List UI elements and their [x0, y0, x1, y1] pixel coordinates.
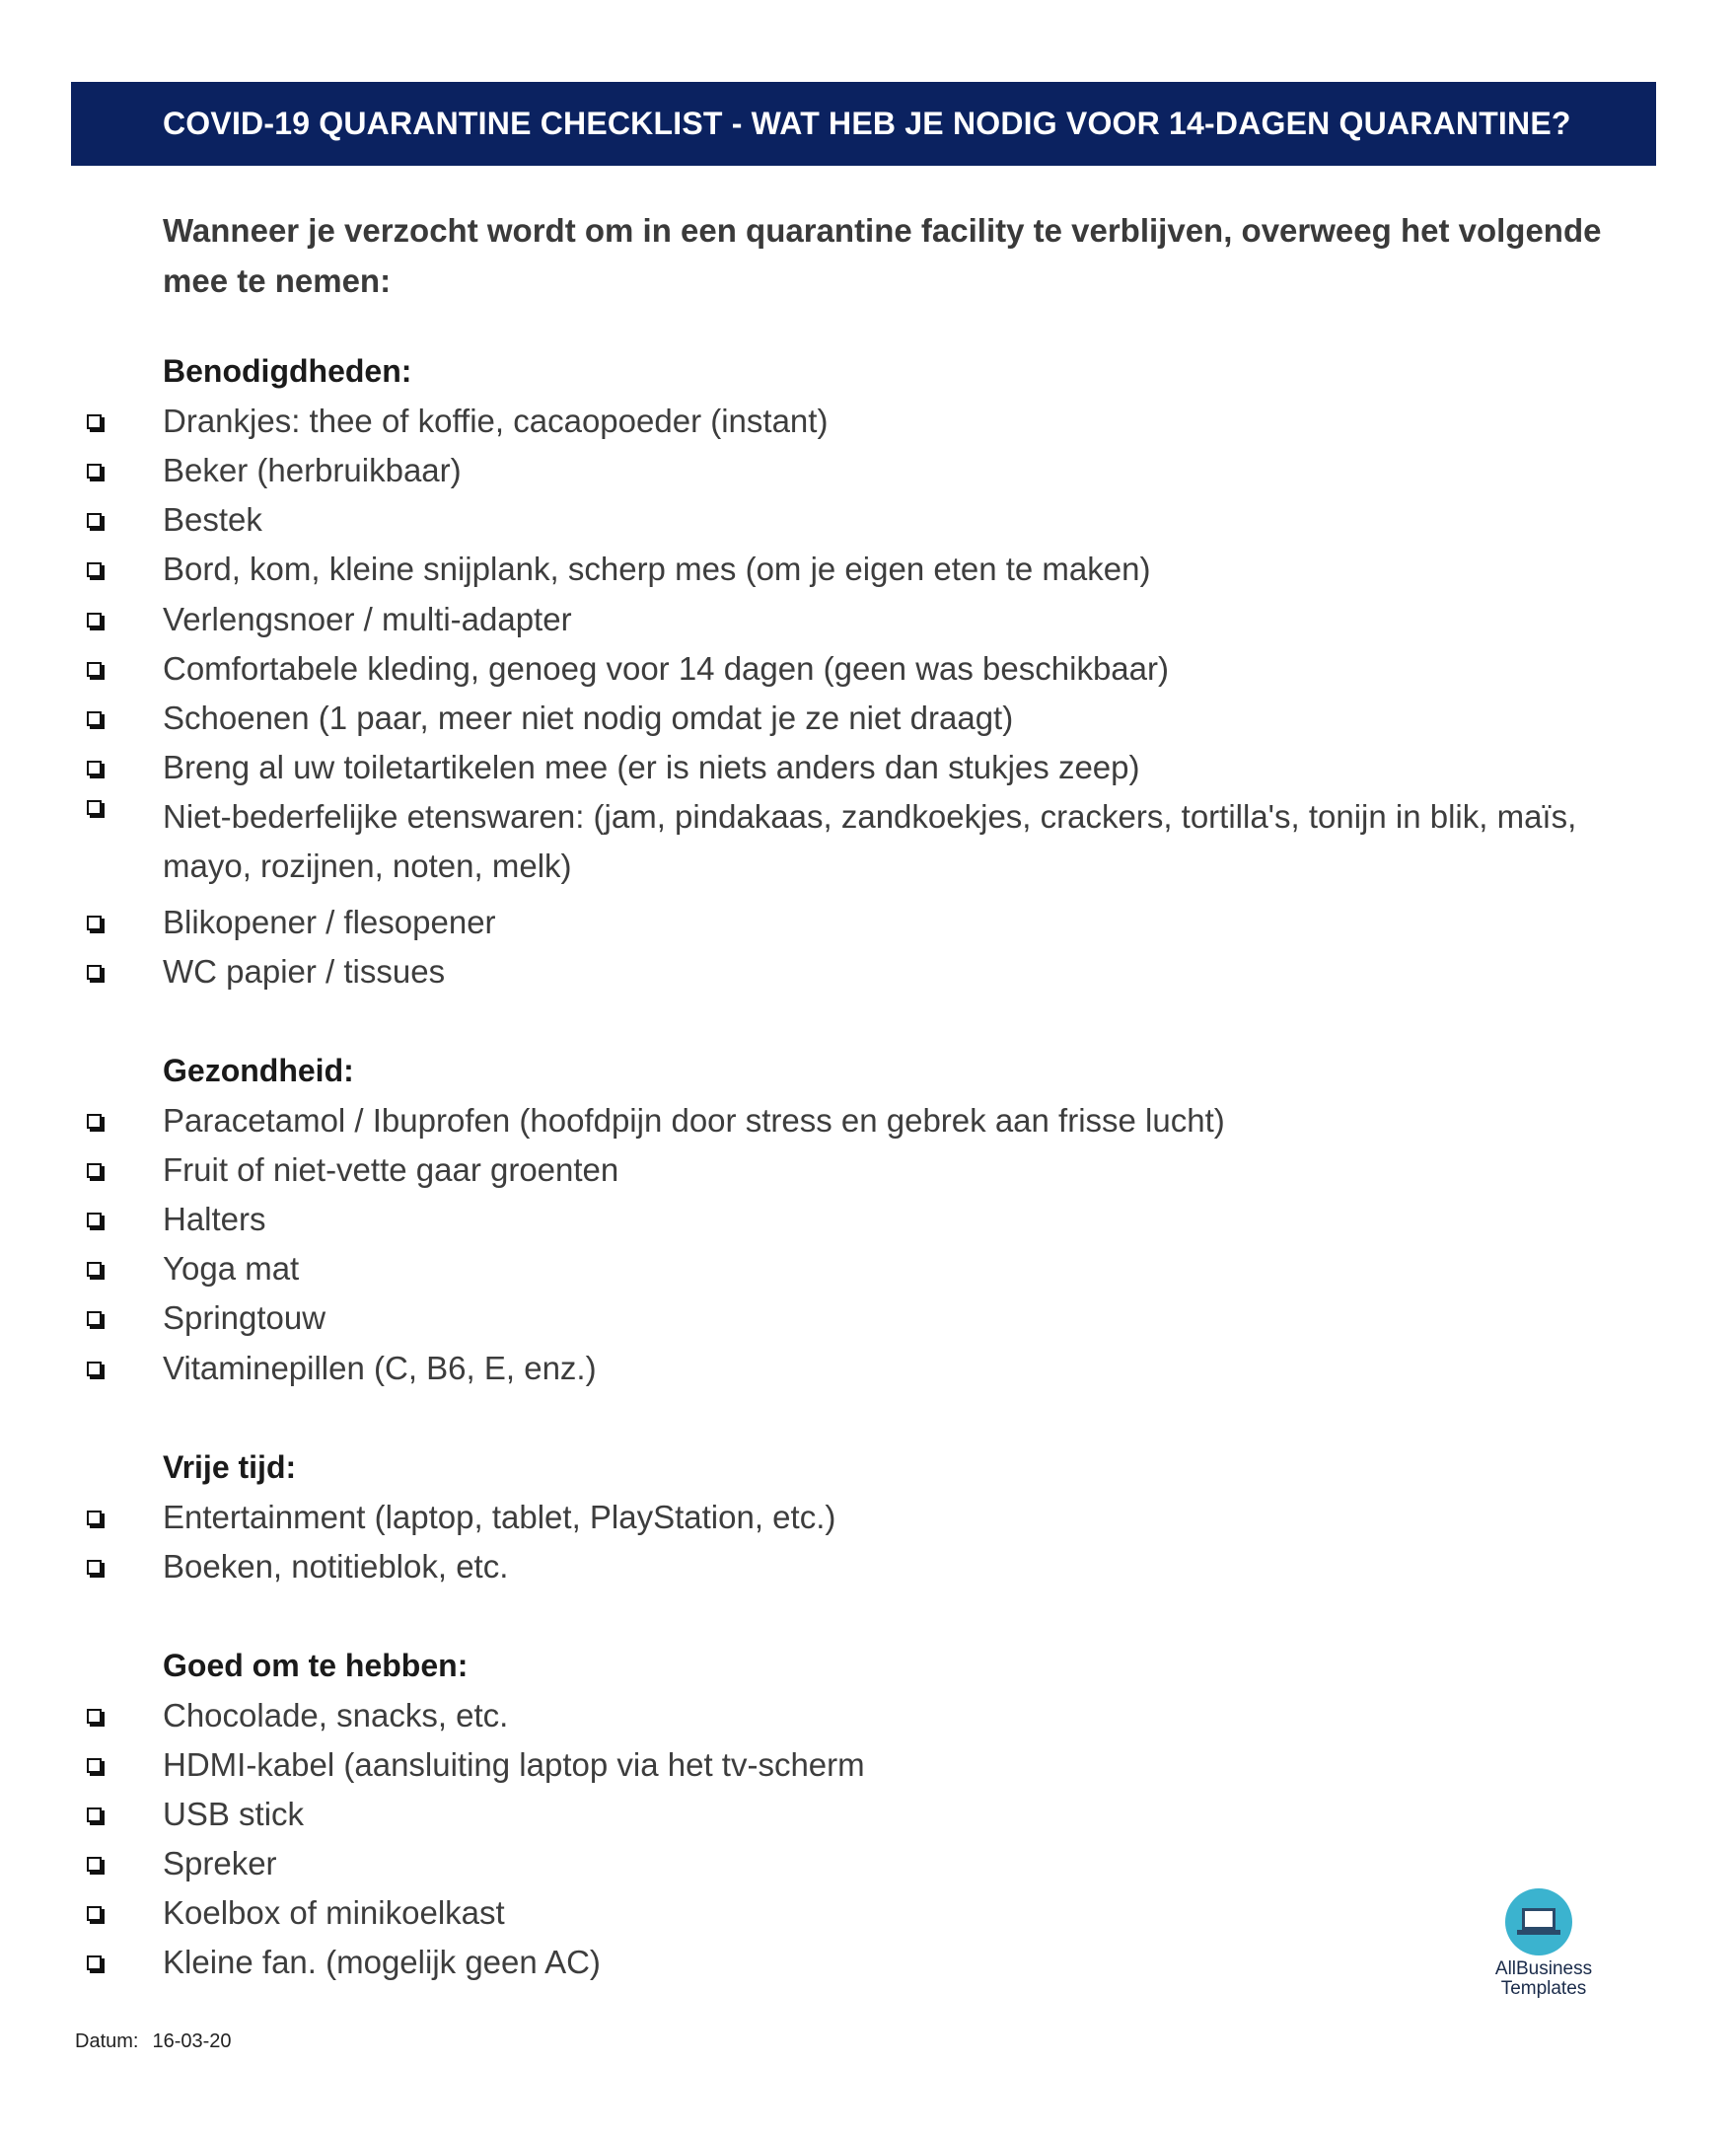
checklist-item-label: Beker (herbruikbaar) [163, 452, 462, 488]
checkbox-icon[interactable] [87, 1262, 102, 1277]
checklist-item-label: Schoenen (1 paar, meer niet nodig omdat je ze niet draagt) [163, 700, 1014, 736]
checkbox-icon[interactable] [87, 761, 102, 775]
checklist-item-label: Yoga mat [163, 1250, 300, 1287]
checkbox-icon[interactable] [87, 1511, 102, 1525]
checkbox-icon[interactable] [87, 800, 102, 815]
checklist-item [0, 898, 1736, 947]
checkbox-icon[interactable] [87, 1311, 102, 1326]
checklist-item [0, 1493, 1736, 1542]
checkbox-icon[interactable] [87, 613, 102, 627]
checklist-item [0, 1888, 1736, 1938]
checkbox-icon[interactable] [87, 1857, 102, 1872]
checklist-item [0, 1740, 1736, 1790]
checklist-item [0, 1938, 1736, 1987]
checklist-item-label: Drankjes: thee of koffie, cacaopoeder (instant) [163, 403, 829, 439]
checklist-item-label: Niet-bederfelijke etenswaren: (jam, pindakaas, zandkoekjes, crackers, tortilla's, tonijn in blik, maïs, mayo, rozijnen, noten, melk) [163, 798, 1577, 884]
checklist-item-label: Kleine fan. (mogelijk geen AC) [163, 1944, 601, 1980]
checklist-item [0, 1542, 1736, 1591]
logo [1480, 1888, 1608, 1997]
checklist-item [0, 644, 1736, 694]
checklist-item [0, 792, 1736, 884]
checkbox-icon[interactable] [87, 711, 102, 726]
intro-text: Wanneer je verzocht wordt om in een quarantine facility te verblijven, overweeg het volgende mee te nemen: [163, 212, 1602, 299]
checklist-item [0, 1691, 1736, 1740]
date-value: 16-03-20 [152, 2030, 232, 2052]
checkbox-icon[interactable] [87, 464, 102, 479]
checklist-item [0, 1145, 1736, 1195]
checklist-item [0, 1293, 1736, 1343]
checklist-item-label: HDMI-kabel (aansluiting laptop via het tv-scherm [163, 1746, 865, 1783]
checklist-item [0, 1839, 1736, 1888]
checklist-item [0, 1244, 1736, 1293]
checklist-item-label: Boeken, notitieblok, etc. [163, 1548, 509, 1585]
checklist-item [0, 1790, 1736, 1839]
checklist-item-label: USB stick [163, 1796, 305, 1832]
checkbox-icon[interactable] [87, 414, 102, 429]
checklist-item [0, 1096, 1736, 1145]
page-title: COVID-19 QUARANTINE CHECKLIST - WAT HEB JE NODIG VOOR 14-DAGEN QUARANTINE? [163, 106, 1571, 141]
checkbox-icon[interactable] [87, 662, 102, 677]
checklist-item [0, 446, 1736, 495]
logo-line-2: Templates [1500, 1978, 1587, 1999]
checklist-item-label: Spreker [163, 1845, 277, 1881]
checklist-item-label: Fruit of niet-vette gaar groenten [163, 1151, 619, 1188]
checklist-item-label: Blikopener / flesopener [163, 904, 496, 940]
date-label: Datum: [75, 2030, 139, 2052]
checklist-item [0, 595, 1736, 644]
checkbox-icon[interactable] [87, 513, 102, 528]
checklist-item [0, 1195, 1736, 1244]
checklist-item-label: Vitaminepillen (C, B6, E, enz.) [163, 1350, 597, 1386]
checklist-item [0, 743, 1736, 792]
checklist-item-label: Paracetamol / Ibuprofen (hoofdpijn door stress en gebrek aan frisse lucht) [163, 1102, 1225, 1139]
checklist-item-label: Entertainment (laptop, tablet, PlayStation, etc.) [163, 1499, 836, 1535]
checkbox-icon[interactable] [87, 1213, 102, 1227]
checkbox-icon[interactable] [87, 562, 102, 577]
checklist-item [0, 545, 1736, 594]
logo-line-1: AllBusiness [1494, 1958, 1593, 1979]
footer-date [75, 2030, 232, 2053]
checklist-item-label: Chocolade, snacks, etc. [163, 1697, 509, 1733]
checkbox-icon[interactable] [87, 965, 102, 980]
logo-text [1480, 1959, 1608, 1999]
checklist-item-label: Verlengsnoer / multi-adapter [163, 601, 572, 637]
section-heading-vrije-tijd: Vrije tijd: [163, 1449, 297, 1485]
checkbox-icon[interactable] [87, 1807, 102, 1822]
checklist-item-label: Comfortabele kleding, genoeg voor 14 dagen (geen was beschikbaar) [163, 650, 1169, 687]
checklist-item [0, 947, 1736, 996]
checklist-item [0, 694, 1736, 743]
checklist-item-label: Springtouw [163, 1299, 326, 1336]
checkbox-icon[interactable] [87, 1758, 102, 1773]
checkbox-icon[interactable] [87, 1709, 102, 1724]
checklist-item [0, 397, 1736, 446]
checklist-item [0, 1344, 1736, 1393]
checkbox-icon[interactable] [87, 1906, 102, 1921]
checklist-item-label: Halters [163, 1201, 266, 1237]
page-title-bar [71, 82, 1656, 166]
checklist-item-label: Bord, kom, kleine snijplank, scherp mes (om je eigen eten te maken) [163, 551, 1151, 587]
checklist-item [0, 495, 1736, 545]
section-heading-benodigdheden: Benodigdheden: [163, 353, 412, 389]
checkbox-icon[interactable] [87, 1560, 102, 1575]
checklist-item-label: Bestek [163, 501, 262, 538]
checkbox-icon[interactable] [87, 1163, 102, 1178]
checklist-item-label: Breng al uw toiletartikelen mee (er is niets anders dan stukjes zeep) [163, 749, 1140, 785]
checkbox-icon[interactable] [87, 1114, 102, 1129]
section-heading-gezondheid: Gezondheid: [163, 1053, 354, 1088]
laptop-icon [1505, 1888, 1572, 1955]
checklist-item-label: WC papier / tissues [163, 953, 446, 990]
checkbox-icon[interactable] [87, 1362, 102, 1376]
checkbox-icon[interactable] [87, 1955, 102, 1970]
checkbox-icon[interactable] [87, 916, 102, 930]
checklist-item-label: Koelbox of minikoelkast [163, 1894, 505, 1931]
section-heading-goed-om-te-hebben: Goed om te hebben: [163, 1648, 469, 1683]
